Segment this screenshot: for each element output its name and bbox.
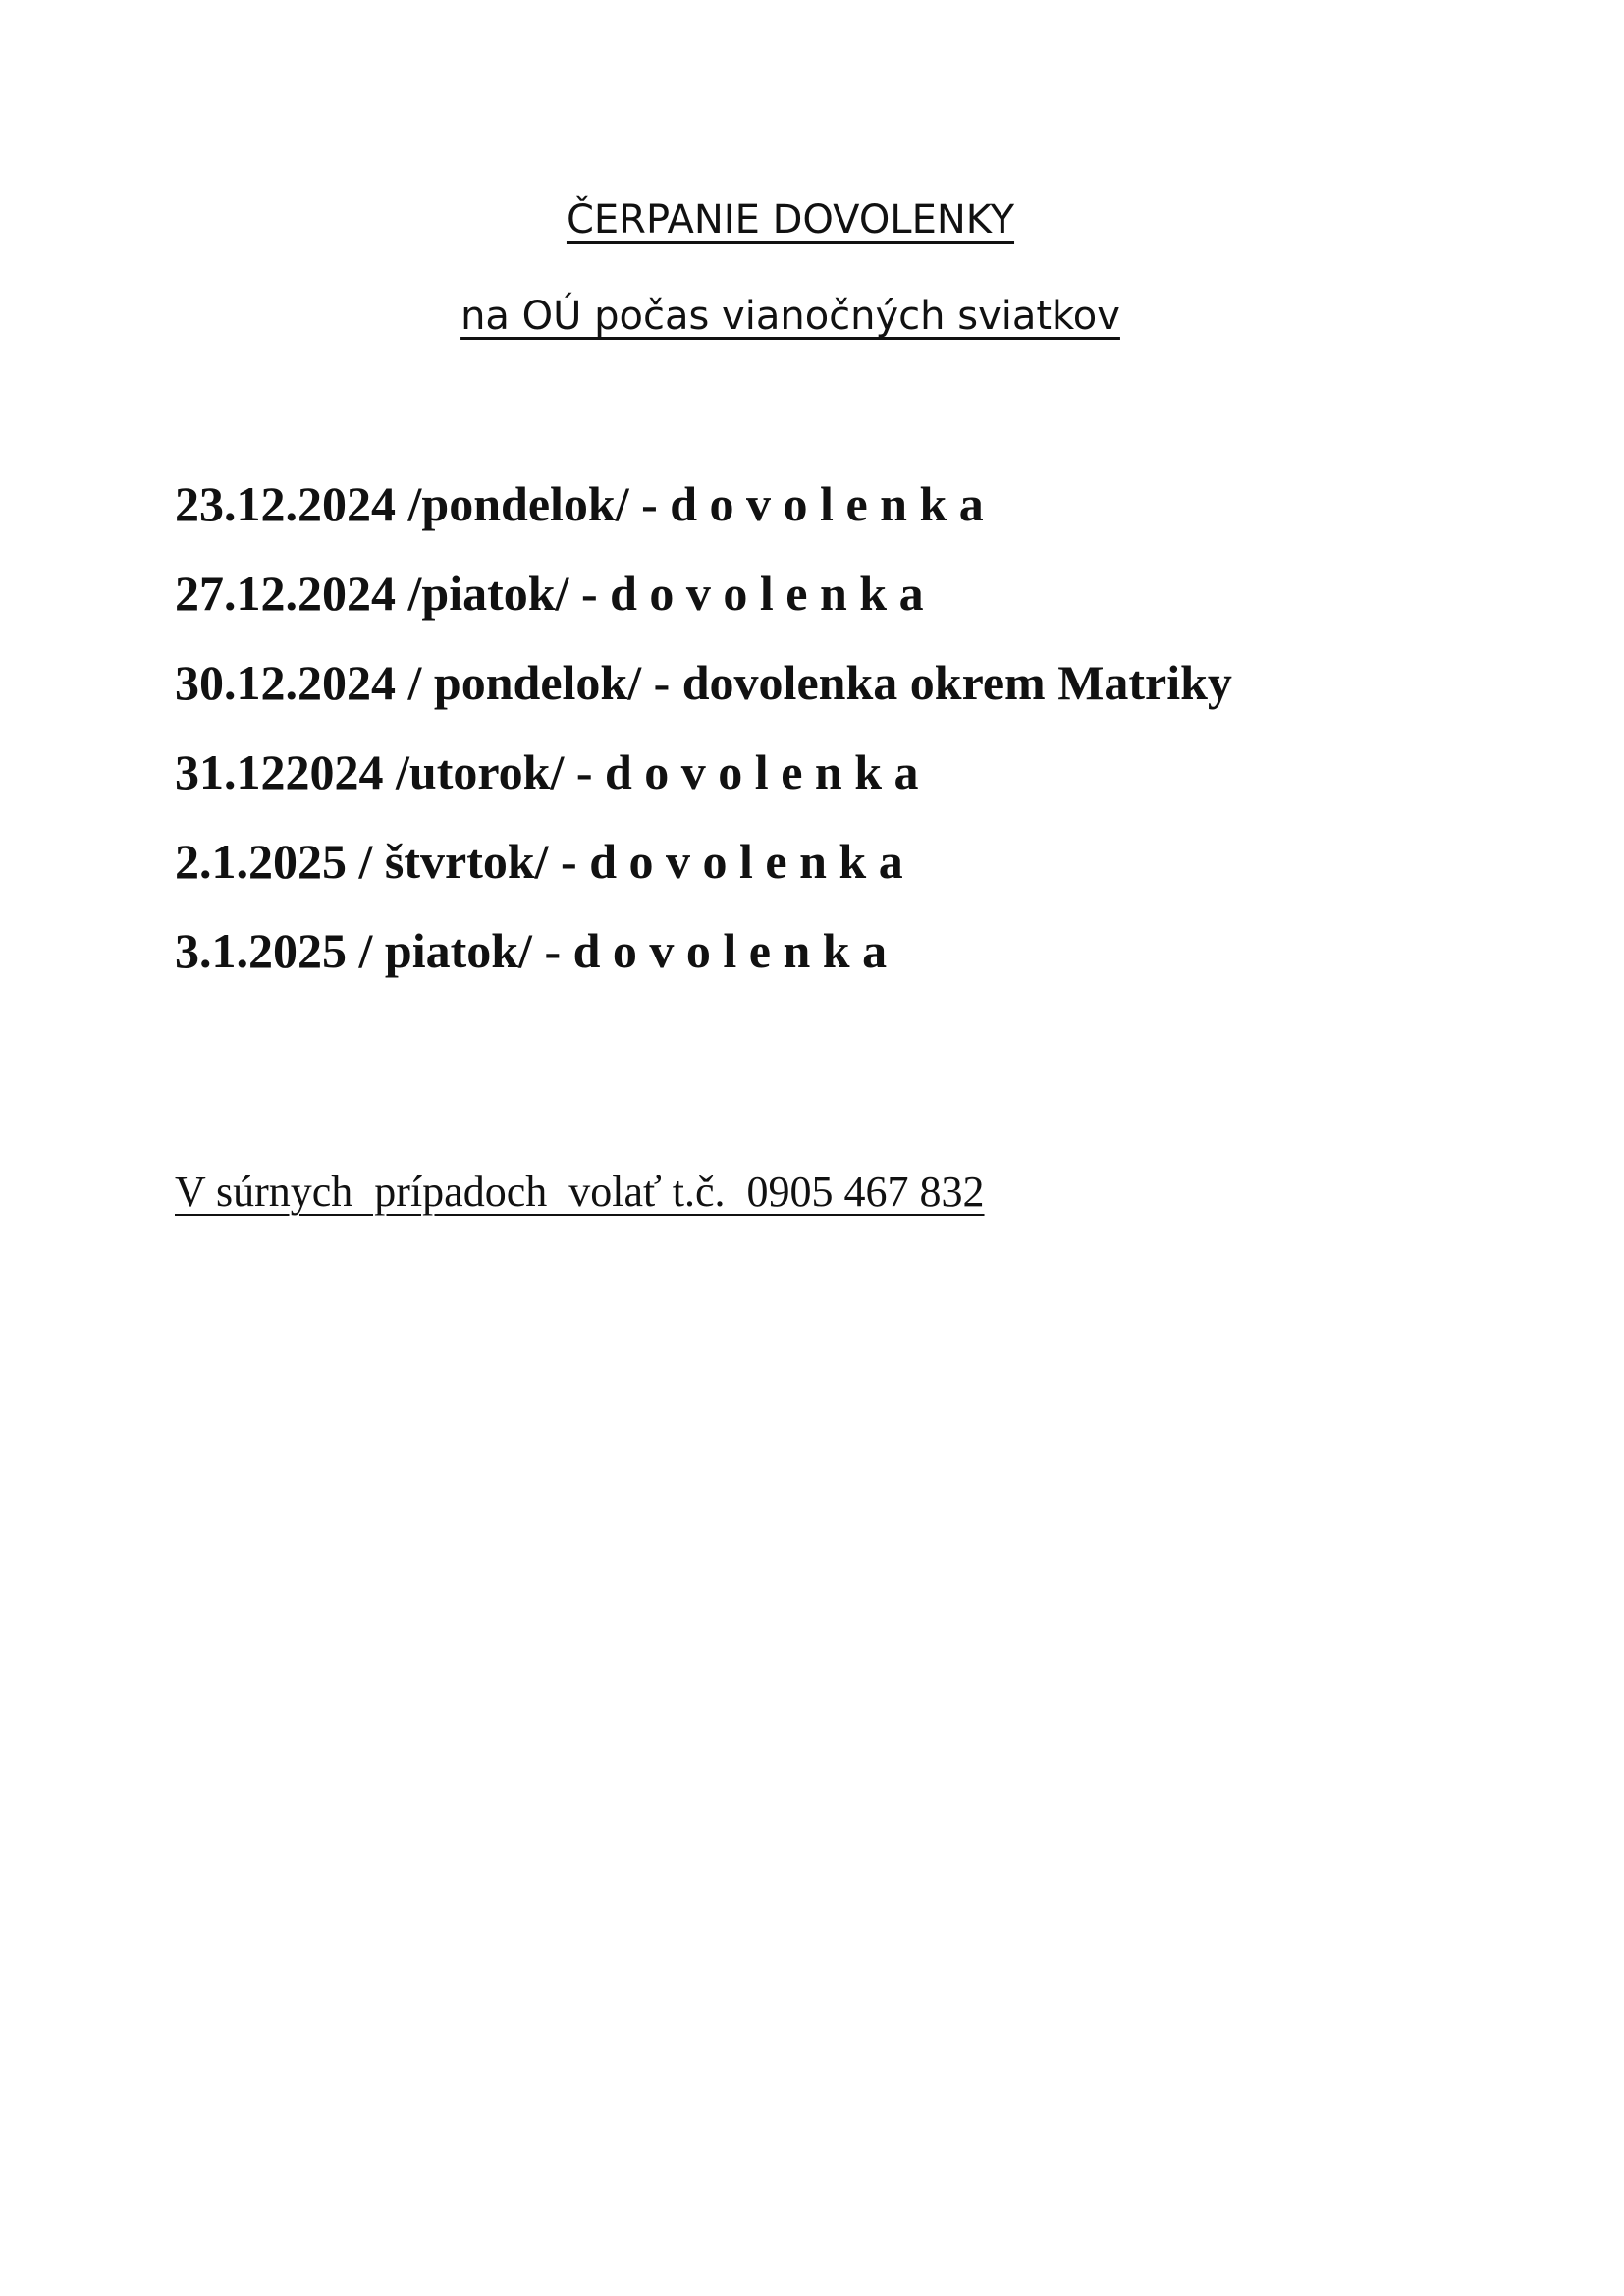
schedule-item: 23.12.2024 /pondelok/ - d o v o l e n k a: [175, 476, 984, 531]
schedule-item: 30.12.2024 / pondelok/ - dovolenka okrem Matriky: [175, 655, 1232, 710]
vacation-schedule-list: [175, 460, 1232, 996]
emergency-contact-note: V súrnych prípadoch volať t.č. 0905 467 832: [175, 1168, 985, 1216]
schedule-item: 3.1.2025 / piatok/ - d o v o l e n k a: [175, 923, 888, 978]
document-title: [0, 194, 1581, 246]
schedule-item: 31.122024 /utorok/ - d o v o l e n k a: [175, 744, 919, 799]
document-subtitle: [0, 291, 1581, 342]
document-subtitle-text: na OÚ počas vianočných sviatkov: [460, 294, 1120, 339]
schedule-item: 2.1.2025 / štvrtok/ - d o v o l e n k a: [175, 834, 903, 889]
document-title-text: ČERPANIE DOVOLENKY: [566, 197, 1015, 243]
schedule-item: 27.12.2024 /piatok/ - d o v o l e n k a: [175, 566, 924, 621]
